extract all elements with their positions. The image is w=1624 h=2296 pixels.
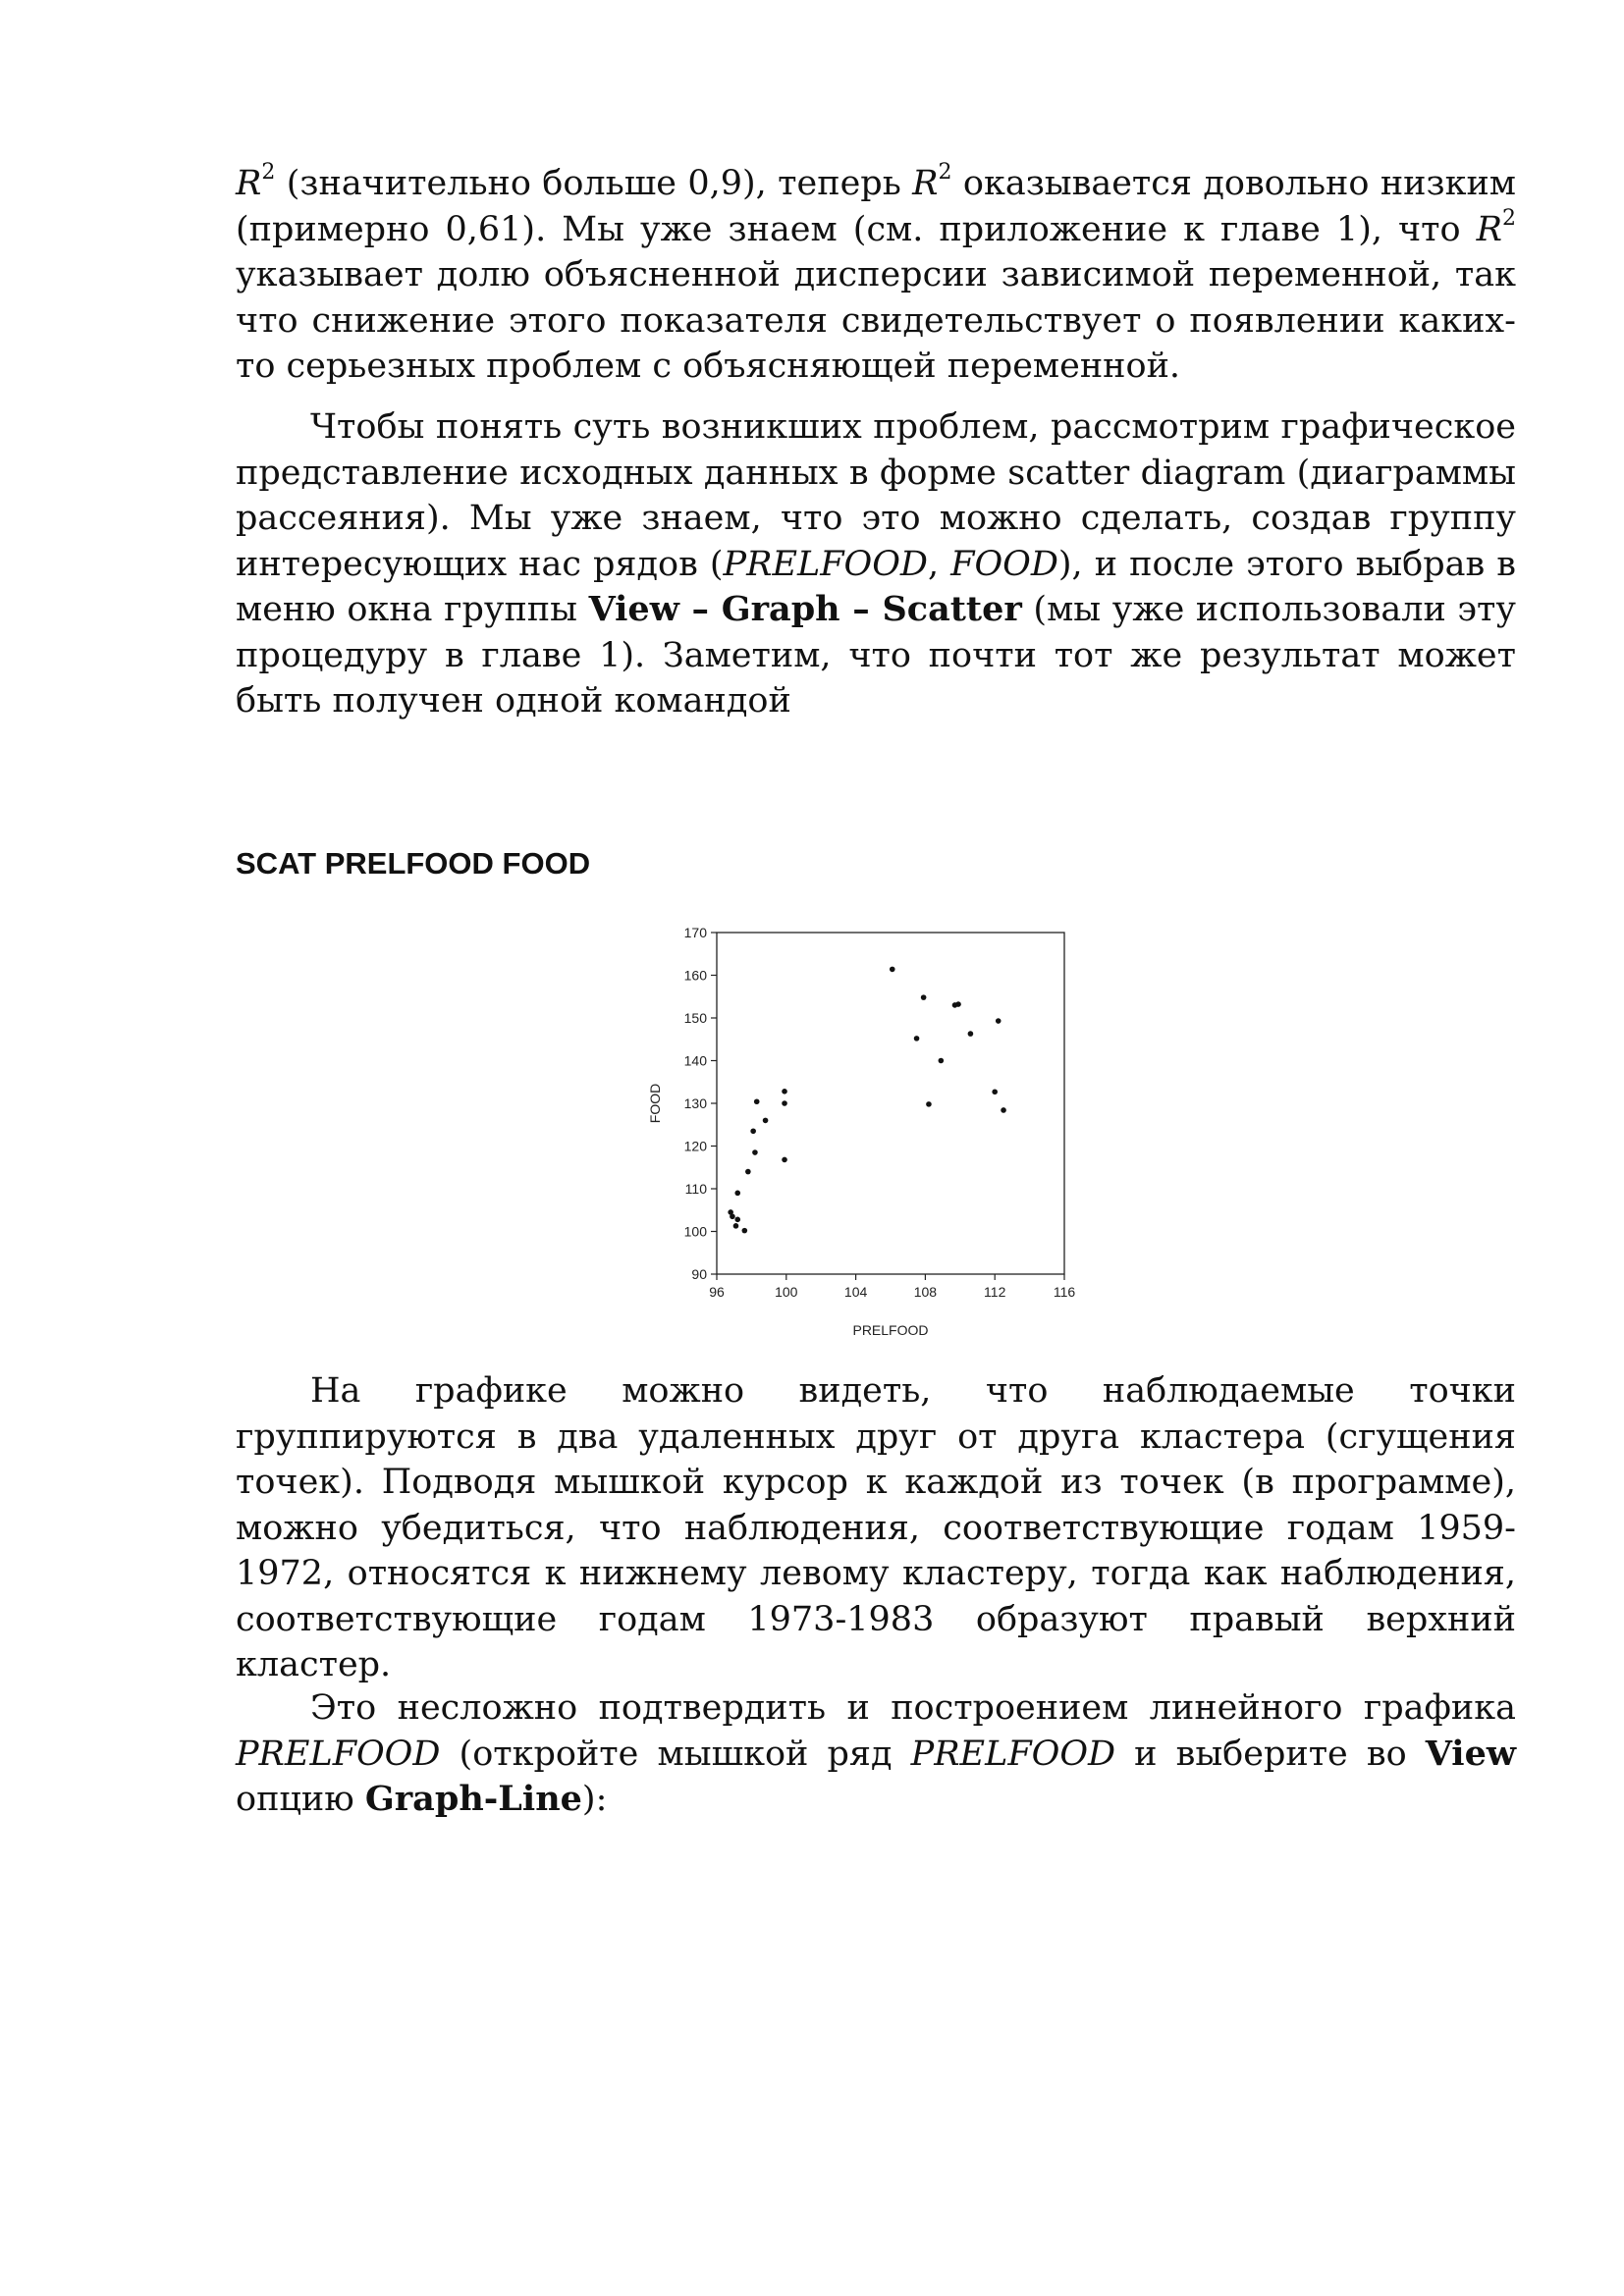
math-r-squared — [912, 160, 952, 203]
y-tick-label: 170 — [683, 925, 707, 940]
text-segment: опцию — [236, 1780, 365, 1819]
text-segment: (значительно больше 0,9), теперь — [275, 164, 913, 203]
y-tick-label: 160 — [683, 967, 707, 984]
text-segment: и выберите во — [1115, 1734, 1426, 1774]
x-tick-label: 96 — [709, 1284, 725, 1300]
text-segment: Это несложно подтвердить и построением линейного графика — [310, 1688, 1516, 1728]
math-r-symbol: R — [912, 164, 939, 203]
data-point — [921, 994, 927, 1000]
command-line: SCAT PRELFOOD FOOD — [236, 846, 591, 881]
data-point — [955, 1001, 961, 1007]
paragraph-line-graph — [236, 1685, 1516, 1823]
data-point — [968, 1031, 974, 1037]
data-point — [782, 1157, 787, 1163]
data-point — [754, 1098, 760, 1104]
data-point — [730, 1213, 735, 1219]
x-tick-label: 116 — [1053, 1284, 1076, 1300]
paragraph-line-graph-text — [236, 1685, 1516, 1823]
text-segment: (мы уже использовали эту процедуру в главе 1). Заметим, что почти тот же результат может быть получен одной командой — [236, 590, 1516, 721]
x-tick-label: 100 — [775, 1284, 798, 1300]
text-segment: Чтобы понять суть возникших проблем, рассмотрим графическое представление исходных данных в форме scatter diagram (диаграммы рассеяния). Мы уже знаем, что это можно сделать, создав группу интересующих нас рядов ( — [236, 407, 1516, 584]
math-r-squared — [236, 160, 276, 203]
math-exponent: 2 — [1502, 205, 1516, 231]
paragraph-r-squared-text — [236, 161, 1516, 390]
x-axis-label: PRELFOOD — [852, 1322, 929, 1338]
paragraph-clusters — [236, 1368, 1516, 1688]
y-axis-label: FOOD — [647, 1083, 663, 1124]
menu-option: Graph-Line — [364, 1779, 582, 1819]
paragraph-scatter-intro — [236, 404, 1516, 724]
y-tick-label: 130 — [683, 1095, 707, 1111]
data-point — [733, 1223, 739, 1229]
y-tick-label: 150 — [683, 1010, 707, 1026]
text-segment: ), и после этого выбрав в меню окна группы — [236, 544, 1516, 629]
menu-view: View — [1425, 1733, 1516, 1774]
scatter-chart — [619, 913, 1090, 1345]
text-segment: , — [927, 544, 951, 584]
data-point — [752, 1149, 758, 1155]
y-tick-label: 120 — [683, 1138, 707, 1154]
data-point — [782, 1089, 787, 1095]
variable-prelfood: PRELFOOD — [236, 1734, 441, 1774]
data-point — [734, 1217, 740, 1223]
data-point — [734, 1191, 740, 1197]
data-point — [992, 1089, 998, 1095]
variable-prelfood: PRELFOOD — [723, 544, 928, 584]
menu-path: View – Graph – Scatter — [588, 589, 1022, 629]
data-point — [890, 967, 895, 973]
paragraph-r-squared — [236, 161, 1516, 390]
y-tick-label: 100 — [683, 1223, 707, 1240]
math-r-squared — [1476, 205, 1516, 249]
x-tick-label: 108 — [913, 1284, 938, 1300]
variable-prelfood: PRELFOOD — [910, 1734, 1116, 1774]
x-tick-label: 112 — [984, 1284, 1006, 1300]
math-r-symbol: R — [236, 164, 262, 203]
y-tick-label: 140 — [683, 1052, 707, 1069]
y-tick-label: 90 — [691, 1266, 707, 1282]
paragraph-scatter-intro-text — [236, 404, 1516, 724]
chart-axes — [717, 933, 1064, 1274]
data-point — [939, 1058, 945, 1064]
y-axis-ticks — [684, 925, 717, 1282]
data-point — [742, 1228, 748, 1234]
text-segment: ): — [581, 1780, 608, 1819]
text-segment: оказывается довольно низким (примерно 0,61). Мы уже знаем (см. приложение к главе 1), что — [236, 164, 1516, 249]
math-r-symbol: R — [1476, 209, 1502, 249]
data-point — [782, 1100, 787, 1106]
paragraph-clusters-text: На графике можно видеть, что наблюдаемые точки группируются в два удаленных друг от друга кластера (сгущения точек). Подводя мышкой курсор к каждой из точек (в программе), можно убедиться, что наблюдения, соответствующие годам 1959-1972, относятся к нижнему левому кластеру, тогда как наблюдения, соответствующие годам 1973-1983 образуют правый верхний кластер. — [236, 1371, 1516, 1684]
math-exponent: 2 — [938, 160, 952, 185]
data-point — [750, 1128, 756, 1134]
data-point — [1001, 1107, 1006, 1113]
data-point — [926, 1101, 932, 1107]
text-segment: указывает долю объясненной дисперсии зависимой переменной, так что снижение этого показателя свидетельствует о появлении каких-то серьезных проблем с объясняющей переменной. — [236, 255, 1516, 386]
x-axis-ticks — [709, 1274, 1075, 1300]
data-point — [745, 1169, 751, 1175]
math-exponent: 2 — [261, 160, 276, 185]
x-tick-label: 104 — [843, 1284, 868, 1300]
text-segment: (откройте мышкой ряд — [440, 1734, 911, 1774]
data-point — [763, 1118, 769, 1124]
variable-food: FOOD — [950, 544, 1058, 584]
data-points — [728, 967, 1005, 1234]
plot-frame — [717, 933, 1064, 1274]
data-point — [996, 1018, 1001, 1024]
y-tick-label: 110 — [684, 1181, 707, 1197]
data-point — [914, 1036, 920, 1041]
